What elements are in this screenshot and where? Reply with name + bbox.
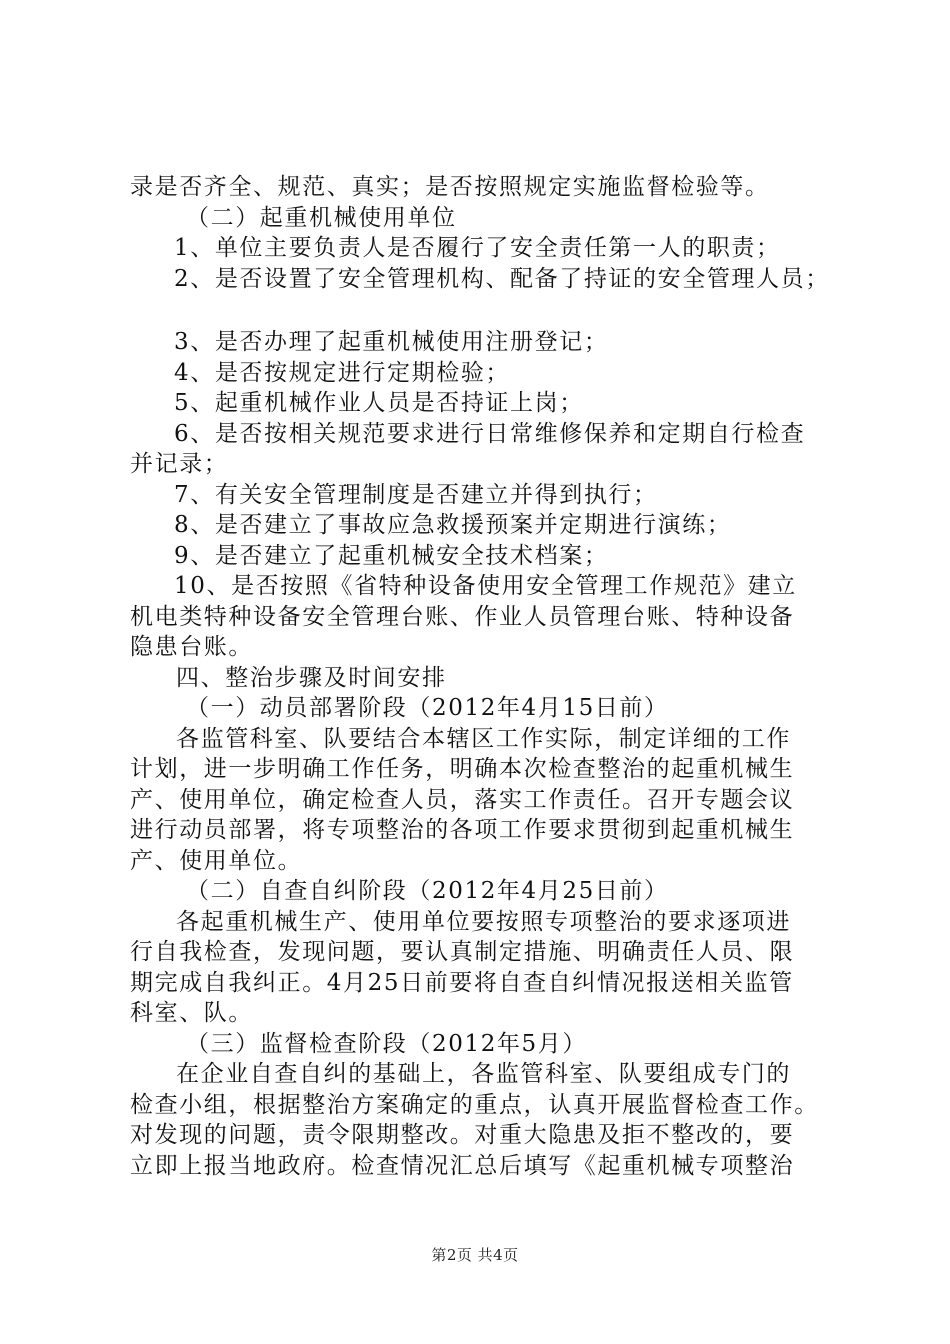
paragraph-line: 立即上报当地政府。检查情况汇总后填写《起重机械专项整治 bbox=[130, 1152, 795, 1179]
text-line: 隐患台账。 bbox=[130, 634, 253, 660]
blank-line bbox=[130, 294, 830, 327]
list-item: 3、是否办理了起重机械使用注册登记； bbox=[174, 329, 609, 355]
list-item: 6、是否按相关规范要求进行日常维修保养和定期自行检查 bbox=[174, 420, 806, 447]
list-item: 7、有关安全管理制度是否建立并得到执行； bbox=[174, 481, 658, 508]
list-item: 1、单位主要负责人是否履行了安全责任第一人的职责； bbox=[174, 235, 781, 261]
list-item: 10、是否按照《省特种设备使用安全管理工作规范》建立 bbox=[174, 573, 797, 599]
page-number-footer: 第2页 共4页 bbox=[431, 1246, 519, 1264]
list-item: 8、是否建立了事故应急救援预案并定期进行演练； bbox=[174, 512, 732, 538]
text-line: 录是否齐全、规范、真实；是否按照规定实施监督检验等。 bbox=[130, 174, 770, 200]
paragraph-line: 行自我检查，发现问题，要认真制定措施、明确责任人员、限 bbox=[130, 939, 795, 965]
paragraph-line: 产、使用单位。 bbox=[130, 847, 303, 874]
paragraph-line: 科室、队。 bbox=[130, 1000, 253, 1026]
paragraph-line: 检查小组，根据整治方案确定的重点，认真开展监督检查工作。 bbox=[130, 1091, 819, 1118]
paragraph-line: 计划，进一步明确工作任务，明确本次检查整治的起重机械生 bbox=[130, 756, 795, 782]
subsection-heading: （二）自查自纠阶段（2012年4月25日前） bbox=[186, 878, 669, 904]
document-body bbox=[130, 172, 830, 1181]
paragraph-line: 进行动员部署，将专项整治的各项工作要求贯彻到起重机械生 bbox=[130, 817, 795, 843]
subsection-heading: （三）监督检查阶段（2012年5月） bbox=[186, 1030, 587, 1057]
section-heading: 四、整治步骤及时间安排 bbox=[176, 664, 447, 691]
paragraph-line: 对发现的问题，责令限期整改。对重大隐患及拒不整改的，要 bbox=[130, 1122, 795, 1148]
subsection-heading: （一）动员部署阶段（2012年4月15日前） bbox=[186, 695, 669, 721]
list-item: 5、起重机械作业人员是否持证上岗； bbox=[174, 390, 584, 416]
list-item: 2、是否设置了安全管理机构、配备了持证的安全管理人员； bbox=[174, 265, 830, 292]
list-item: 9、是否建立了起重机械安全技术档案； bbox=[174, 542, 609, 569]
text-line: 并记录； bbox=[130, 451, 229, 477]
section-heading: （二）起重机械使用单位 bbox=[186, 204, 457, 231]
paragraph-line: 在企业自查自纠的基础上，各监管科室、队要组成专门的 bbox=[176, 1061, 791, 1087]
paragraph-line: 各起重机械生产、使用单位要按照专项整治的要求逐项进 bbox=[176, 908, 791, 935]
paragraph-line: 期完成自我纠正。4月25日前要将自查自纠情况报送相关监管 bbox=[130, 969, 794, 996]
list-item: 4、是否按规定进行定期检验； bbox=[174, 359, 511, 386]
text-line: 机电类特种设备安全管理台账、作业人员管理台账、特种设备 bbox=[130, 603, 795, 630]
paragraph-line: 各监管科室、队要结合本辖区工作实际，制定详细的工作 bbox=[176, 725, 791, 752]
paragraph-line: 产、使用单位，确定检查人员，落实工作责任。召开专题会议 bbox=[130, 786, 795, 813]
